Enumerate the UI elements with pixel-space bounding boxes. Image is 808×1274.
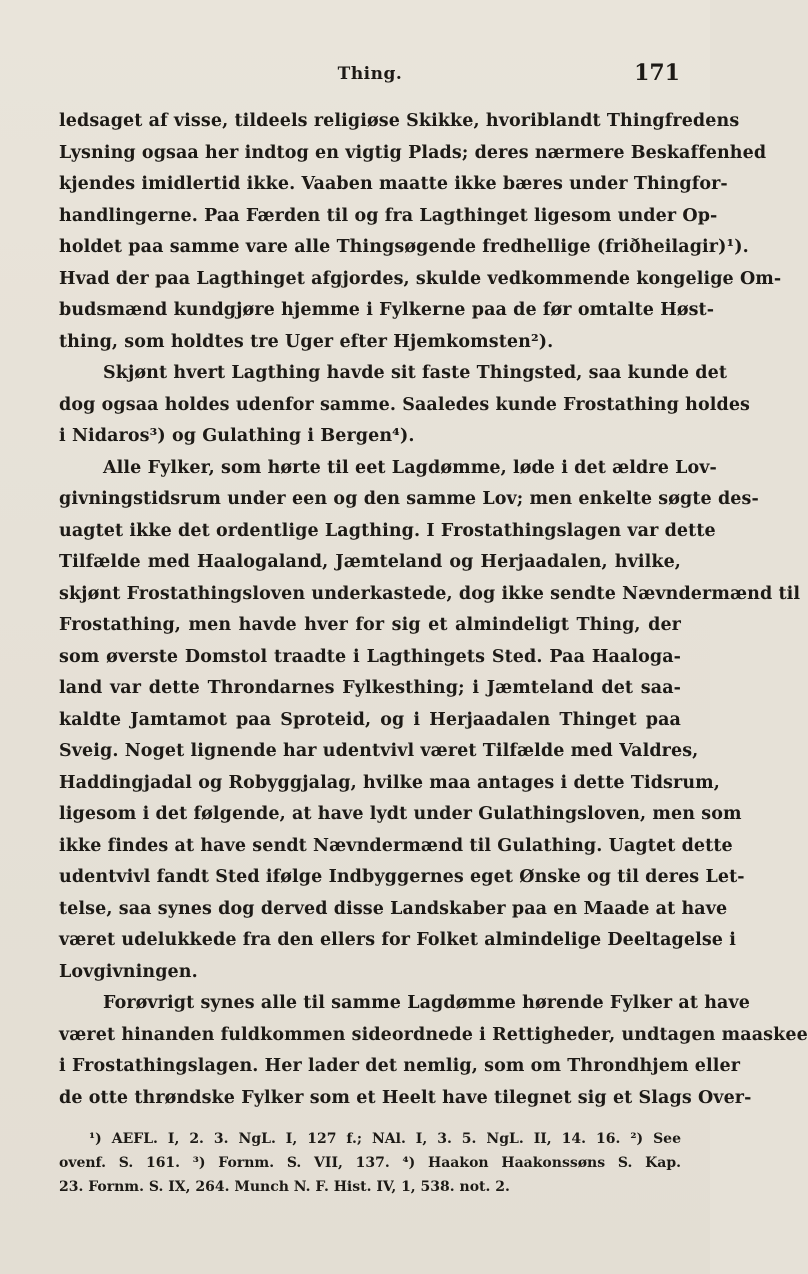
footnote-line: ovenf. S. 161. ³) Fornm. S. VII, 137. ⁴) Haakon Haakonssøns S. Kap. bbox=[59, 1155, 681, 1171]
footnotes bbox=[59, 1127, 681, 1199]
page-header bbox=[60, 60, 680, 90]
body-text bbox=[59, 106, 808, 1114]
text-line: de otte thrøndske Fylker som et Heelt have tilegnet sig et Slags Over- bbox=[59, 1087, 752, 1108]
text-line: ligesom i det følgende, at have lydt under Gulathingsloven, men som bbox=[59, 804, 742, 824]
text-line: været hinanden fuldkommen sideordnede i Rettigheder, undtagen maaskee bbox=[59, 1024, 808, 1045]
text-line: telse, saa synes dog derved disse Landskaber paa en Maade at have bbox=[59, 898, 728, 919]
text-line: udentvivl fandt Sted ifølge Indbyggernes eget Ønske og til deres Let- bbox=[59, 867, 745, 887]
text-line: skjønt Frostathingsloven underkastede, dog ikke sendte Nævndermænd til bbox=[59, 583, 801, 604]
text-line: budsmænd kundgjøre hjemme i Fylkerne paa de før omtalte Høst- bbox=[59, 300, 715, 320]
text-line: ikke findes at have sendt Nævndermænd til Gulathing. Uagtet dette bbox=[59, 835, 733, 856]
text-line: Frostathing, men havde hver for sig et almindeligt Thing, der bbox=[59, 615, 681, 635]
text-line: i Nidaros³) og Gulathing i Bergen⁴). bbox=[59, 426, 415, 446]
text-line: Haddingjadal og Robyggjalag, hvilke maa antages i dette Tidsrum, bbox=[59, 772, 720, 793]
text-line: ledsaget af visse, tildeels religiøse Skikke, hvoriblandt Thingfredens bbox=[59, 111, 740, 131]
text-line: været udelukkede fra den ellers for Folket almindelige Deeltagelse i bbox=[59, 930, 736, 950]
text-line: Lovgivningen. bbox=[59, 961, 198, 982]
text-line: i Frostathingslagen. Her lader det nemlig, som om Throndhjem eller bbox=[59, 1056, 741, 1076]
text-line: Hvad der paa Lagthinget afgjordes, skulde vedkommende kongelige Om- bbox=[59, 268, 782, 289]
running-title: Thing. bbox=[337, 64, 403, 84]
text-line: handlingerne. Paa Færden til og fra Lagthinget ligesom under Op- bbox=[59, 205, 718, 226]
text-line: land var dette Throndarnes Fylkesthing; i Jæmteland det saa- bbox=[59, 678, 681, 698]
text-line: Lysning ogsaa her indtog en vigtig Plads; deres nærmere Beskaffenhed bbox=[59, 142, 767, 163]
text-line: holdet paa samme vare alle Thingsøgende fredhellige (friðheilagir)¹). bbox=[59, 237, 749, 257]
footnote-line: ¹) AEFL. I, 2. 3. NgL. I, 127 f.; NAl. I, 3. 5. NgL. II, 14. 16. ²) See bbox=[89, 1131, 681, 1147]
text-line: som øverste Domstol traadte i Lagthingets Sted. Paa Haaloga- bbox=[59, 646, 681, 667]
text-line: uagtet ikke det ordentlige Lagthing. I Frostathingslagen var dette bbox=[59, 520, 716, 541]
text-line: Skjønt hvert Lagthing havde sit faste Thingsted, saa kunde det bbox=[103, 363, 728, 383]
text-line: Tilfælde med Haalogaland, Jæmteland og Herjaadalen, hvilke, bbox=[59, 552, 681, 572]
text-line: dog ogsaa holdes udenfor samme. Saaledes kunde Frostathing holdes bbox=[59, 394, 751, 415]
text-line: thing, som holdtes tre Uger efter Hjemkomsten²). bbox=[59, 331, 554, 352]
page-number: 171 bbox=[634, 60, 680, 86]
text-line: givningstidsrum under een og den samme Lov; men enkelte søgte des- bbox=[59, 489, 759, 509]
text-line: kaldte Jamtamot paa Sproteid, og i Herjaadalen Thinget paa bbox=[59, 709, 681, 730]
footnote-line: 23. Fornm. S. IX, 264. Munch N. F. Hist. IV, 1, 538. not. 2. bbox=[59, 1179, 510, 1195]
text-line: Sveig. Noget lignende har udentvivl været Tilfælde med Valdres, bbox=[59, 741, 699, 761]
text-line: Alle Fylker, som hørte til eet Lagdømme, løde i det ældre Lov- bbox=[103, 457, 717, 478]
text-line: Forøvrigt synes alle til samme Lagdømme hørende Fylker at have bbox=[103, 993, 750, 1013]
text-line: kjendes imidlertid ikke. Vaaben maatte ikke bæres under Thingfor- bbox=[59, 174, 728, 194]
